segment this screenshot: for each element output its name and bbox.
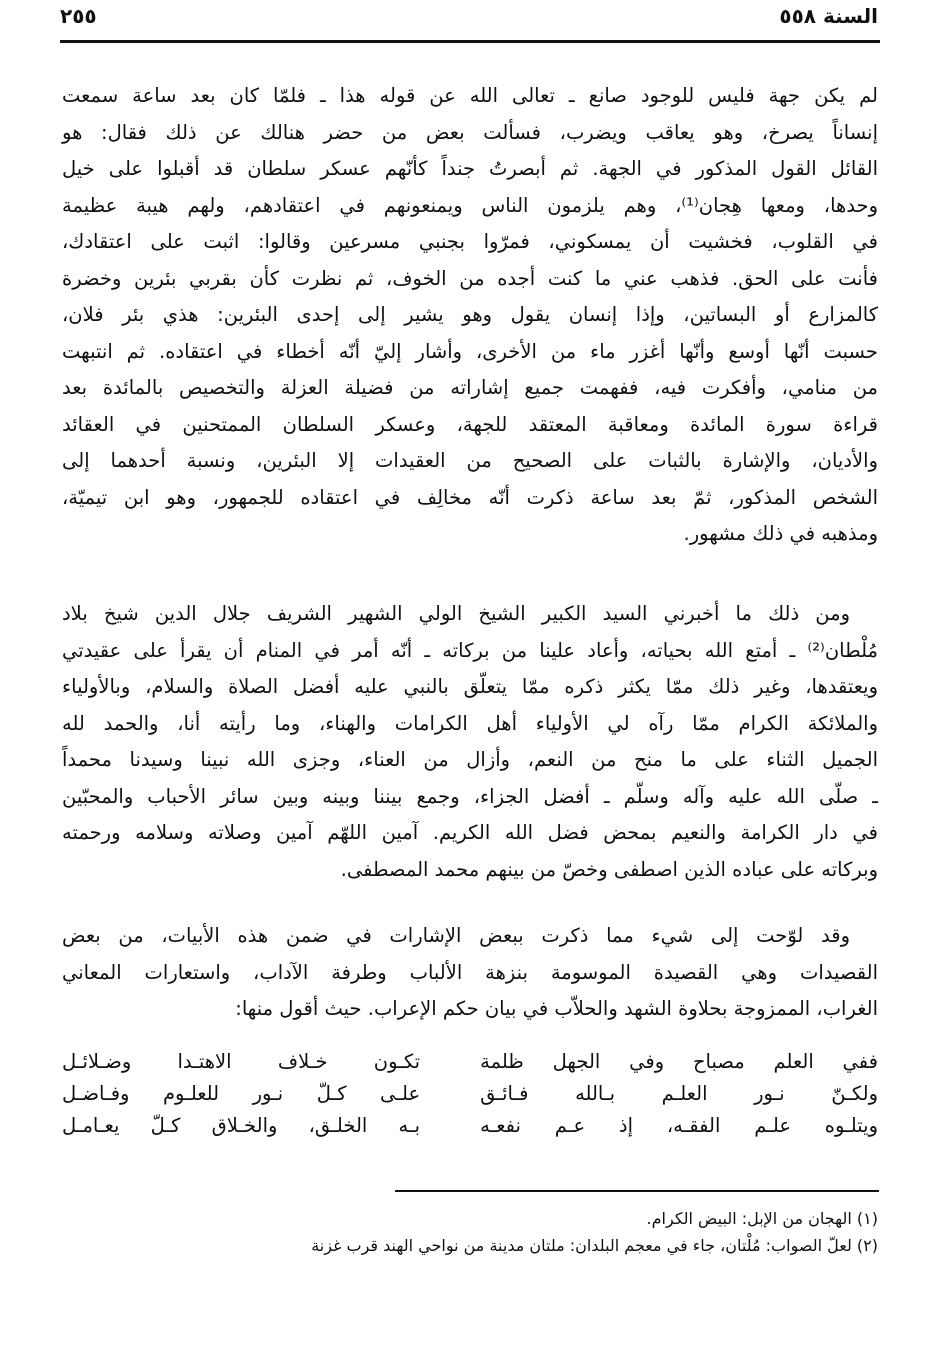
verse-second-hemistich: بـه الخلـق، والخـلاق كـلّ يعـامـل — [62, 1114, 421, 1137]
footnote-2: (٢) لعلّ الصواب: مُلْتان، جاء في معجم البلدان: ملتان مدينة من نواحي الهند قرب غزنة — [311, 1236, 878, 1255]
text-line: في دار الكرامة والنعيم بمحض فضل الله الكريم. آمين اللهّم آمين وصلاته وسلامه ورحمته — [62, 821, 878, 844]
text-line: القائل القول المذكور في الجهة. ثم أبصرتُ جنداً كأنّهم عسكر سلطان قد أقبلوا على خيل — [62, 157, 878, 180]
text-line: والملائكة الكرام ممّا رآه لي الأولياء أهل الكرامات والهناء، وما رأيته أنا، والحمد لله — [62, 711, 878, 735]
paragraph-1 — [62, 78, 878, 553]
text-line: ـ صلّى الله عليه وآله وسلّم ـ أفضل الجزاء، وجمع بيننا وبينه وبين سائر الأحباب والمحبّين — [62, 784, 878, 808]
text-line: ويعتقدها، وغير ذلك ممّا يكثر ذكره ممّا يتعلّق بالنبي عليه أفضل الصلاة والسلام، وبالأولياء — [62, 675, 878, 698]
poem-verse — [62, 1110, 878, 1142]
text-line: لم يكن جهة فليس للوجود صانع ـ تعالى الله عن قوله هذا ـ فلمّا كان بعد ساعة سمعت — [62, 84, 878, 107]
text-line: ومن ذلك ما أخبرني السيد الكبير الشيخ الولي الشهير الشريف جلال الدين شيخ بلاد — [62, 602, 850, 625]
text-line: في القلوب، فخشيت أن يمسكوني، فمرّوا بجنبي مسرعين وقالوا: اثبت على اعتقادك، — [62, 230, 878, 253]
poem-verse — [62, 1046, 878, 1078]
text-line: مُلْطان⁽²⁾ ـ أمتع الله بحياته، وأعاد علينا من بركاته ـ أنّه أمر في المنام أن يقرأ على عقيدتي — [62, 638, 878, 662]
poem-verse — [62, 1078, 878, 1110]
text-line: ومذهبه في ذلك مشهور. — [683, 522, 878, 545]
footnote-rule — [395, 1190, 879, 1192]
running-title: السنة ٥٥٨ — [779, 4, 878, 28]
text-line: الجميل الثناء على ما منح من النعم، وأزال من العناء، وجزى الله نبينا وسيدنا محمداً — [62, 748, 878, 771]
text-line: فأنت على الحق. فذهب عني ما كنت أجده من الخوف، ثم نظرت كأن بقربي بئرين وخضرة — [62, 266, 878, 290]
text-line: والأديان، والإشارة بالثبات على الصحيح من العقيدات إلا البئرين، ونسبة أحدهما إلى — [62, 449, 878, 472]
footnote-1: (١) الهجان من الإبل: البيض الكرام. — [646, 1209, 878, 1228]
verse-first-hemistich: ففي العلم مصباح وفي الجهل ظلمة — [480, 1050, 878, 1073]
footnotes — [150, 1205, 878, 1259]
text-line: وقد لوّحت إلى شيء مما ذكرت ببعض الإشارات في ضمن هذه الأبيات، من بعض — [62, 924, 850, 947]
paragraph-3 — [62, 918, 878, 1028]
text-line: إنساناً يصرخ، وهو يعاقب ويضرب، فسألت بعض من حضر هنالك عن ذلك فقال: هو — [62, 120, 878, 144]
text-line: الشخص المذكور، ثمّ بعد ساعة ذكرت أنّه مخالِف في اعتقاده للجمهور، وهو ابن تيميّة، — [62, 485, 878, 509]
text-line: من منامي، وأفكرت فيه، ففهمت جميع إشاراته من فضيلة العزلة والتخصيص بالمائدة بعد — [62, 376, 878, 399]
text-line: وحدها، ومعها هِجان⁽¹⁾، وهم يلزمون الناس ويمنعونهم في اعتقادهم، ولهم هيبة عظيمة — [62, 193, 878, 217]
text-line: الغراب، الممزوجة بحلاوة الشهد والحلاّب في بيان حكم الإعراب. حيث أقول منها: — [235, 997, 878, 1020]
verse-second-hemistich: تكـون خـلاف الاهتـدا وضـلائـل — [62, 1050, 421, 1073]
page-header — [60, 4, 878, 34]
poem — [62, 1046, 878, 1142]
verse-first-hemistich: ولكـنّ نـور العلـم بـالله فـائـق — [480, 1082, 878, 1105]
header-rule — [60, 40, 880, 43]
verse-first-hemistich: ويتلـوه علـم الفقـه، إذ عـم نفعـه — [480, 1114, 878, 1137]
paragraph-2 — [62, 596, 878, 888]
text-line: حسبت أنّها أوسع وأنّها أغزر ماء من الأخرى، وأشار إليّ أنّه أخطاء في اعتقاده. ثم انتبهت — [62, 339, 878, 363]
text-line: كالمزارع أو البساتين، وإذا إنسان يقول وهو يشير إلى إحدى البئرين: هذي بئر فلان، — [62, 303, 878, 326]
text-line: قراءة سورة المائدة ومعاقبة المعتقد للجهة، وعسكر السلطان الممتحنين في العقائد — [62, 412, 878, 436]
page-number: ٢٥٥ — [60, 4, 97, 28]
text-line: القصيدات وهي القصيدة الموسومة بنزهة الألباب وطرفة الآداب، واستعارات المعاني — [62, 960, 878, 984]
text-line: وبركاته على عباده الذين اصطفى وخصّ من بينهم محمد المصطفى. — [340, 857, 878, 881]
verse-second-hemistich: علـى كـلّ نـور للعلـوم وفـاضـل — [62, 1082, 421, 1105]
